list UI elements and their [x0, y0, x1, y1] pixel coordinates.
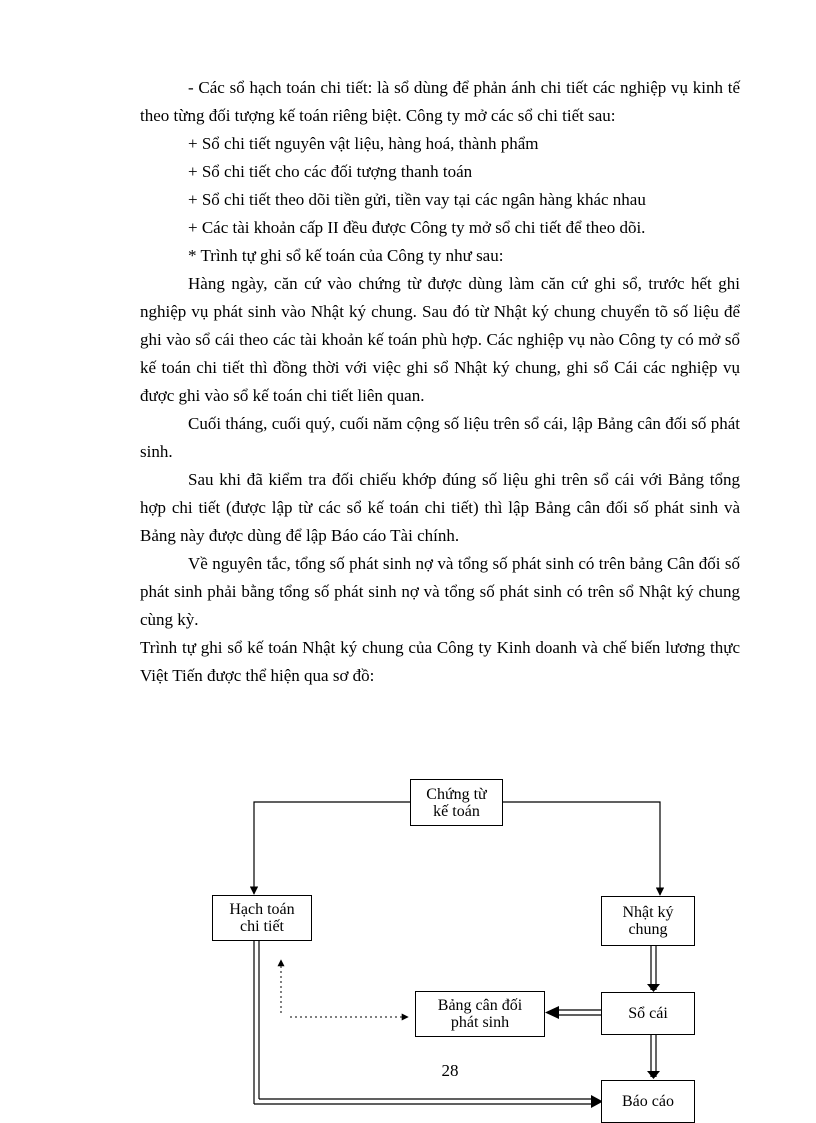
- list-item: + Sổ chi tiết cho các đối tượng thanh toán: [188, 162, 473, 181]
- paragraph-detail-books: - Các sổ hạch toán chi tiết: là sổ dùng để phản ánh chi tiết các nghiệp vụ kinh tế theo từng đối tượng kế toán riêng biệt. Công ty mở các sổ chi tiết sau:: [140, 78, 740, 125]
- paragraph-month-end: Cuối tháng, cuối quý, cuối năm cộng số liệu trên sổ cái, lập Bảng cân đối số phát sinh.: [140, 414, 740, 461]
- box-hach-toan-chi-tiet: Hạch toán chi tiết: [212, 895, 312, 941]
- box-nhat-ky-chung: Nhật ký chung: [601, 896, 695, 946]
- arrow-chungtu-to-hachtoan: [254, 802, 410, 894]
- paragraph-daily: Hàng ngày, căn cứ vào chứng từ được dùng làm căn cứ ghi sổ, trước hết ghi nghiệp vụ phát sinh vào Nhật ký chung. Sau đó từ Nhật ký chung chuyển tõ số liệu để ghi vào sổ cái theo các tài khoản kế toán phù hợp. Các nghiệp vụ nào Công ty có mở sổ kế toán chi tiết thì đồng thời với việc ghi sổ Nhật ký chung, ghi sổ Cái các nghiệp vụ được ghi vào sổ kế toán chi tiết liên quan.: [140, 274, 740, 405]
- page-number: 28: [441, 1061, 459, 1080]
- paragraph-principle: Về nguyên tắc, tổng số phát sinh nợ và tổng số phát sinh có trên bảng Cân đối số phát sinh phải bằng tổng số phát sinh nợ và tổng số phát sinh có trên sổ Nhật ký chung cùng kỳ.: [140, 554, 740, 629]
- box-so-cai: Sổ cái: [601, 992, 695, 1035]
- paragraph-reconcile: Sau khi đã kiểm tra đối chiếu khớp đúng số liệu ghi trên sổ cái với Bảng tổng hợp chi tiết (được lập từ các sổ kế toán chi tiết) thì lập Bảng cân đối số phát sinh và Bảng này được dùng để lập Báo cáo Tài chính.: [140, 470, 740, 545]
- box-bang-can-doi-phat-sinh: Bảng cân đối phát sinh: [415, 991, 545, 1037]
- arrow-chungtu-to-nhatky: [503, 802, 660, 895]
- paragraph-diagram-intro: Trình tự ghi sổ kế toán Nhật ký chung của Công ty Kinh doanh và chế biến lương thực Việt Tiến được thể hiện qua sơ đồ:: [140, 638, 740, 685]
- list-item: + Sổ chi tiết nguyên vật liệu, hàng hoá, thành phẩm: [188, 134, 539, 153]
- list-item: + Sổ chi tiết theo dõi tiền gửi, tiền vay tại các ngân hàng khác nhau: [188, 190, 646, 209]
- box-bao-cao: Báo cáo: [601, 1080, 695, 1123]
- box-chung-tu-ke-toan: Chứng từ kế toán: [410, 779, 503, 826]
- section-heading: * Trình tự ghi sổ kế toán của Công ty như sau:: [188, 246, 504, 265]
- list-item: + Các tài khoản cấp II đều được Công ty mở sổ chi tiết để theo dõi.: [188, 218, 646, 237]
